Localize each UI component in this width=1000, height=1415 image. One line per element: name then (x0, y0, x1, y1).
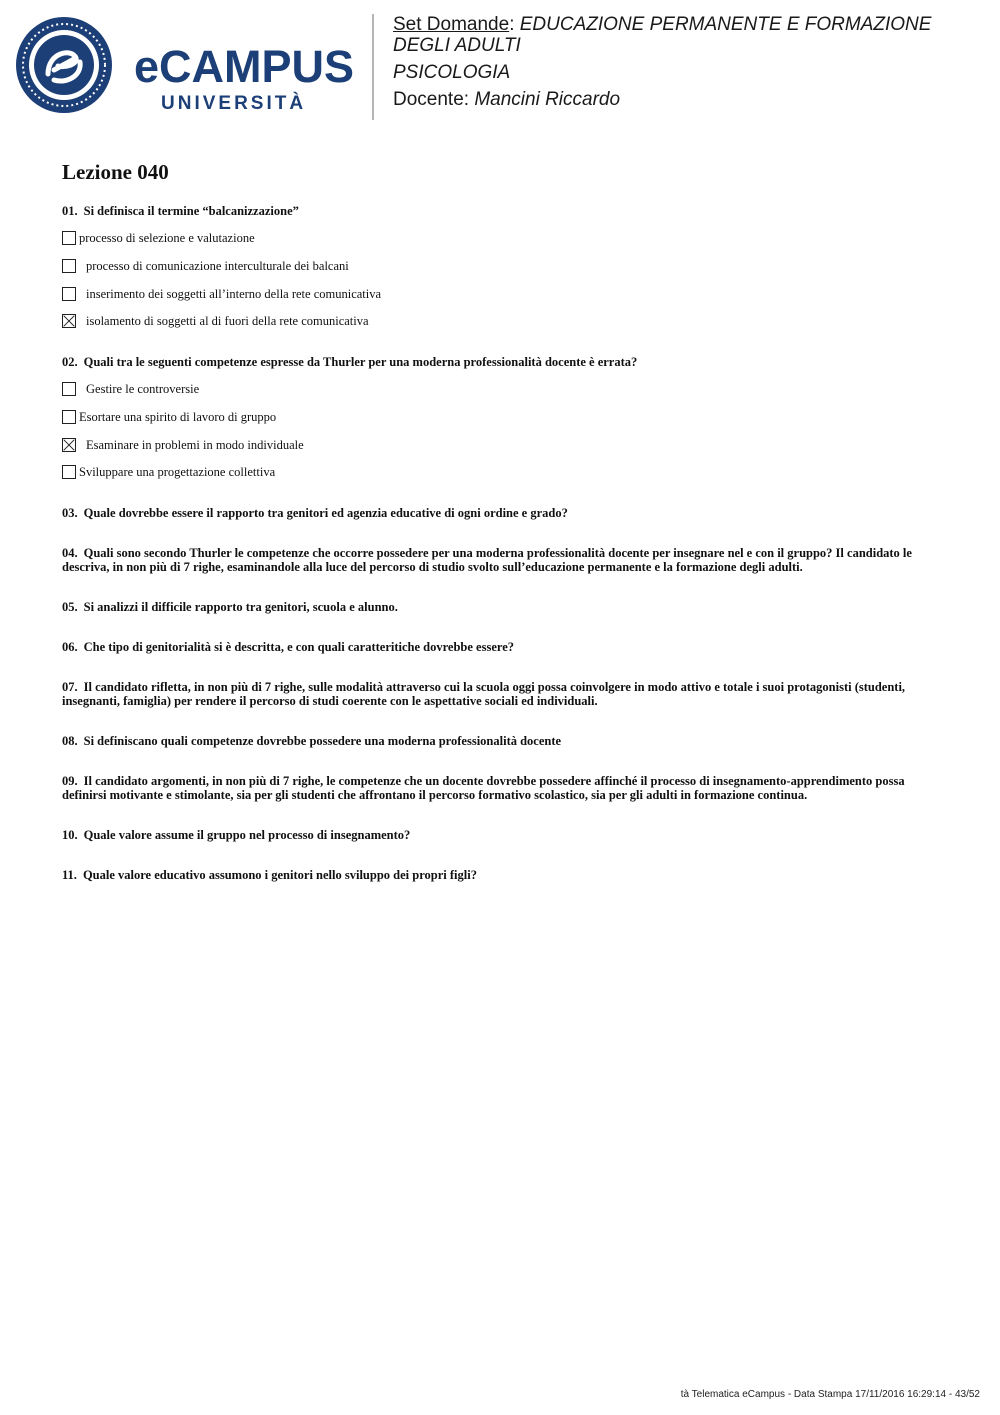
answer-option[interactable] (62, 258, 349, 274)
checkbox[interactable] (62, 410, 76, 424)
question-number: 01. (62, 204, 78, 218)
question-number: 07. (62, 680, 78, 694)
answer-option[interactable] (62, 286, 381, 302)
question-10 (62, 828, 932, 842)
question-text: Quale dovrebbe essere il rapporto tra genitori ed agenzia educative di ogni ordine e grado? (83, 506, 568, 520)
answer-option[interactable] (62, 464, 275, 480)
docente-label: Docente: (393, 89, 470, 110)
question-03 (62, 506, 932, 520)
set-domande-label: Set Domande (393, 14, 510, 35)
option-text: processo di selezione e valutazione (79, 231, 255, 245)
checkbox-checked[interactable] (62, 438, 76, 452)
question-text: Si definiscano quali competenze dovrebbe possedere una moderna professionalità docente (83, 734, 562, 748)
option-text: Esaminare in problemi in modo individuale (86, 438, 304, 452)
question-06 (62, 640, 932, 654)
answer-option[interactable] (62, 409, 276, 425)
question-08 (62, 734, 932, 748)
option-text: inserimento dei soggetti all’interno della rete comunicativa (86, 287, 382, 301)
option-text: isolamento di soggetti al di fuori della rete comunicativa (86, 314, 369, 328)
question-number: 05. (62, 600, 78, 614)
question-number: 03. (62, 506, 78, 520)
question-text: Quale valore assume il gruppo nel processo di insegnamento? (83, 828, 411, 842)
question-text: Il candidato argomenti, in non più di 7 righe, le competenze che un docente dovrebbe possedere affinché il processo di insegnamento-apprendimento possa definirsi motivante e stimolante, sia per gli studenti che affrontano il percorso formativo scolastico, sia per gli adulti in formazione continua. (62, 774, 905, 802)
question-05 (62, 600, 932, 614)
course-header (393, 14, 993, 110)
logo-wordmark: eCAMPUS (134, 41, 355, 92)
course-name: PSICOLOGIA (393, 62, 511, 83)
question-text: Il candidato rifletta, in non più di 7 righe, sulle modalità attraverso cui la scuola oggi possa coinvolgere in modo attivo e totale i suoi protagonisti (studenti, insegnanti, famiglia) per rendere il percorso di studi coerente con le aspettative sociali ed individuali. (62, 680, 906, 708)
question-text: Quale valore educativo assumono i genitori nello sviluppo dei propri figli? (82, 868, 477, 882)
answer-option[interactable] (62, 230, 255, 246)
answer-option-selected[interactable] (62, 313, 369, 329)
docente-line (393, 89, 993, 110)
question-09 (62, 774, 932, 802)
question-number: 02. (62, 355, 78, 369)
checkbox[interactable] (62, 382, 76, 396)
page-footer: tà Telematica eCampus - Data Stampa 17/11/2016 16:29:14 - 43/52 (680, 1389, 980, 1400)
question-04 (62, 546, 932, 574)
question-text: Che tipo di genitorialità si è descritta, e con quali caratteritiche dovrebbe essere? (83, 640, 514, 654)
question-text: Quali tra le seguenti competenze espresse da Thurler per una moderna professionalità docente è errata? (83, 355, 638, 369)
lesson-title: Lezione 040 (62, 160, 169, 184)
option-text: Esortare una spirito di lavoro di gruppo (79, 410, 277, 424)
question-number: 08. (62, 734, 78, 748)
question-text: Quali sono secondo Thurler le competenze che occorre possedere per una moderna professionalità docente per insegnare nel e con il gruppo? Il candidato le descriva, in non più di 7 righe, esaminandole alla luce del percorso di studio svolto sull’educazione permanente e la formazione degli adulti. (62, 546, 912, 574)
set-domande-line (393, 14, 993, 56)
answer-option-selected[interactable] (62, 437, 304, 453)
option-text: Gestire le controversie (86, 382, 200, 396)
question-number: 06. (62, 640, 78, 654)
question-02 (62, 355, 932, 369)
question-number: 10. (62, 828, 78, 842)
header-divider (372, 14, 374, 120)
checkbox-checked[interactable] (62, 314, 76, 328)
checkbox[interactable] (62, 259, 76, 273)
checkbox[interactable] (62, 231, 76, 245)
question-number: 09. (62, 774, 78, 788)
question-text: Si definisca il termine “balcanizzazione” (83, 204, 299, 218)
question-07 (62, 680, 932, 708)
question-01 (62, 204, 932, 218)
question-number: 11. (62, 868, 77, 882)
question-number: 04. (62, 546, 78, 560)
docente-name: Mancini Riccardo (474, 89, 621, 110)
checkbox[interactable] (62, 287, 76, 301)
ecampus-logo (14, 14, 356, 116)
question-text: Si analizzi il difficile rapporto tra genitori, scuola e alunno. (83, 600, 398, 614)
set-domande-colon: : (509, 14, 515, 35)
logo-subtitle: UNIVERSITÀ (161, 93, 307, 114)
option-text: Sviluppare una progettazione collettiva (79, 465, 276, 479)
answer-option[interactable] (62, 381, 199, 397)
option-text: processo di comunicazione interculturale dei balcani (86, 259, 349, 273)
checkbox[interactable] (62, 465, 76, 479)
set-domande-title: EDUCAZIONE PERMANENTE E FORMAZIONE DEGLI ADULTI (393, 14, 932, 56)
question-11 (62, 868, 932, 882)
